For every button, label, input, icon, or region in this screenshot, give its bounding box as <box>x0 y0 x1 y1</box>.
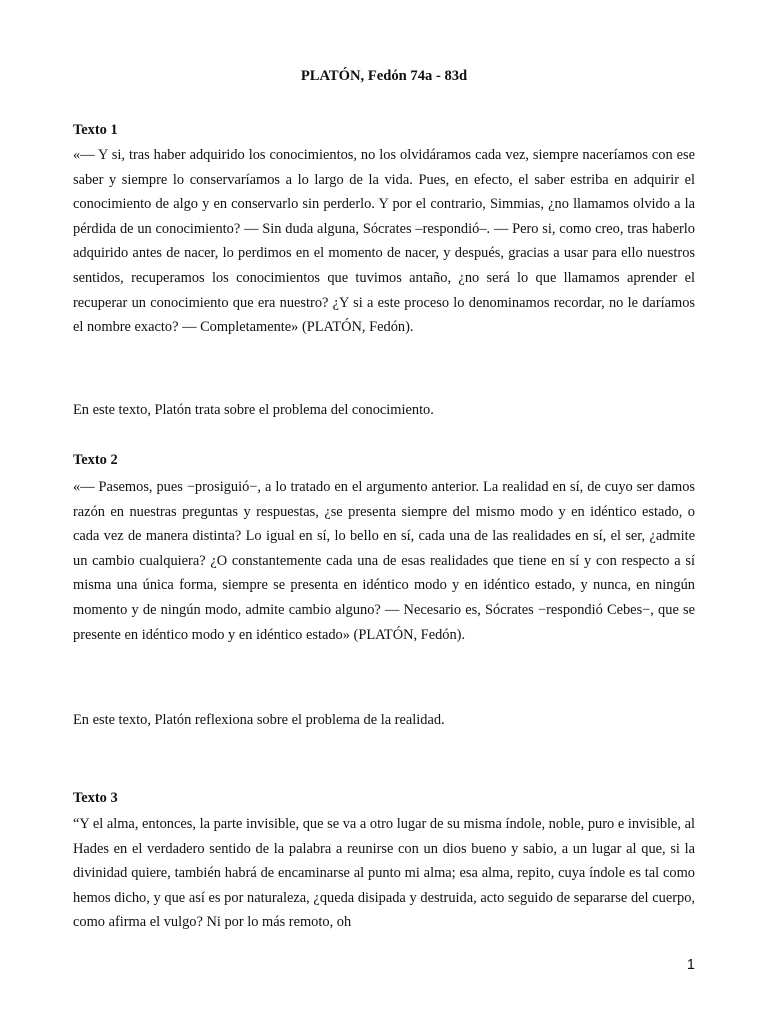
section-body-texto-3: “Y el alma, entonces, la parte invisible, que se va a otro lugar de su misma índole, noble, puro e invisible, al Hades en el verdadero sentido de la palabra a reunirse con un dios bueno y sabio, a un lugar al que, si la divinidad quiere, también habrá de encaminarse al punto mi alma; esa alma, repito, cuya índole es tal como hemos dicho, y que así es por naturaleza, ¿queda disipada y destruida, acto seguido de separarse del cuerpo, como afirma el vulgo? Ni por lo más remoto, oh <box>73 816 695 931</box>
section-body-texto-1: «— Y si, tras haber adquirido los conocimientos, no los olvidáramos cada vez, siempre naceríamos con ese saber y siempre lo conservaríamos a lo largo de la vida. Pues, en efecto, el saber estriba en adquirir el conocimiento de algo y en conservarlo sin perderlo. Y por el contrario, Simmias, ¿no llamamos olvido a la pérdida de un conocimiento? — Sin duda alguna, Sócrates –respondió–. — Pero si, como creo, tras haberlo adquirido antes de nacer, lo perdimos en el momento de nacer, y después, gracias a usar para ello nuestros sentidos, recuperamos los conocimientos que tuvimos antaño, ¿no será lo que llamamos aprender el recuperar un conocimiento que era nuestro? ¿Y si a este proceso lo denominamos recordar, no le daríamos el nombre exacto? — Completamente» (PLATÓN, Fedón). <box>73 147 695 336</box>
section-heading-texto-1: Texto 1 <box>73 122 118 138</box>
section-summary-texto-1: En este texto, Platón trata sobre el problema del conocimiento. <box>73 402 434 418</box>
section-body-texto-2: «— Pasemos, pues −prosiguió−, a lo tratado en el argumento anterior. La realidad en sí, de cuyo ser damos razón en nuestras preguntas y respuestas, ¿se presenta siempre del mismo modo y en idéntico estado, o cada vez de manera distinta? Lo igual en sí, lo bello en sí, cada una de las realidades en sí, el ser, ¿admite un cambio cualquiera? ¿O constantemente cada una de esas realidades que tiene en sí y con respecto a sí misma una única forma, siempre se presenta en idéntico modo y en idéntico estado, y nunca, en ningún momento y de ningún modo, admite cambio alguno? — Necesario es, Sócrates −respondió Cebes−, que se presente en idéntico modo y en idéntico estado» (PLATÓN, Fedón). <box>73 479 695 643</box>
section-summary-texto-2: En este texto, Platón reflexiona sobre el problema de la realidad. <box>73 712 445 728</box>
document-title: PLATÓN, Fedón 74a - 83d <box>300 68 468 84</box>
section-heading-texto-2: Texto 2 <box>73 452 118 468</box>
page-number: 1 <box>686 957 695 973</box>
section-heading-texto-3: Texto 3 <box>73 790 118 806</box>
